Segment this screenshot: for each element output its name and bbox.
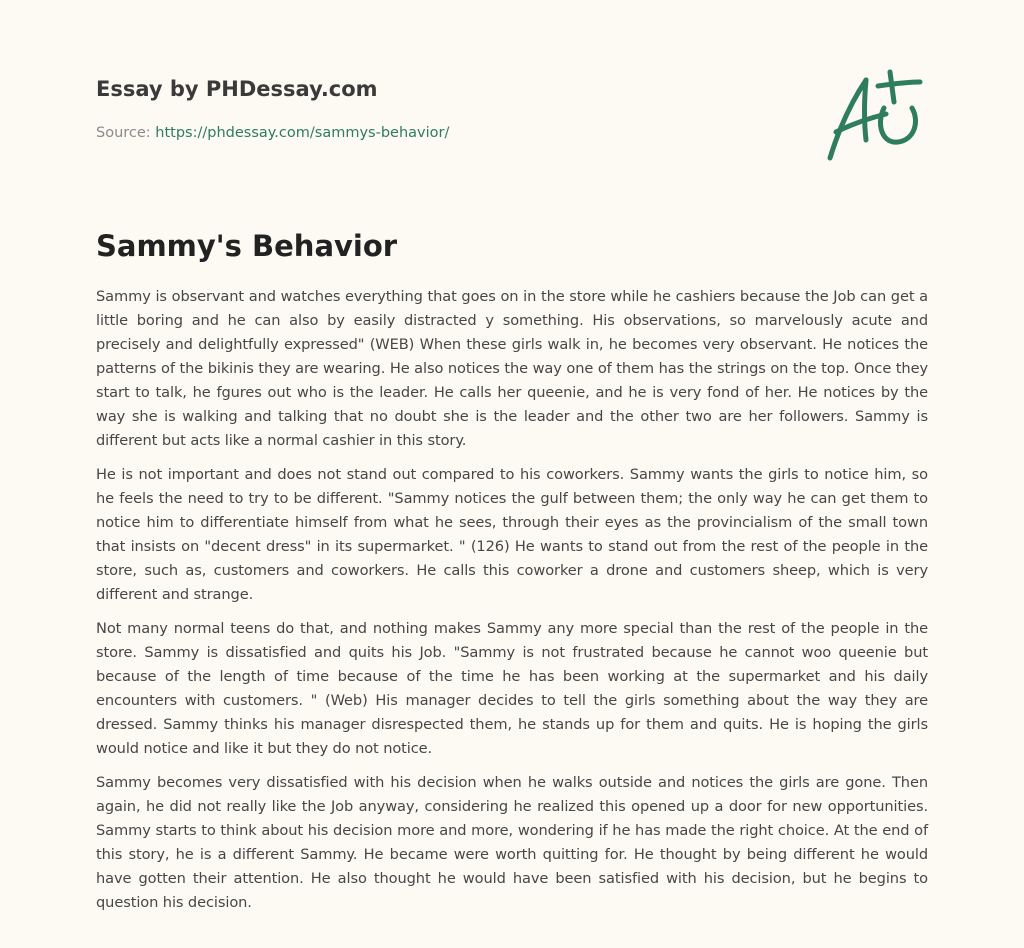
page-header: [96, 74, 796, 143]
source-line: [96, 123, 796, 143]
essay-body: [96, 285, 928, 925]
essay-paragraph: Sammy becomes very dissatisfied with his decision when he walks outside and notices the girls are gone. Then again, he did not really like the Job anyway, considering he realized this opened up a door for new opportunities. Sammy starts to think about his decision more and more, wondering if he has made the right choice. At the end of this story, he is a different Sammy. He became were worth quitting for. He thought by being different he would have gotten their attention. He also thought he would have been satisfied with his decision, but he begins to question his decision.: [96, 774, 928, 911]
source-label: Source:: [96, 125, 156, 141]
a-plus-logo-icon: [822, 68, 928, 164]
essay-title: Sammy's Behavior: [96, 229, 398, 263]
essay-paragraph: Not many normal teens do that, and nothing makes Sammy any more special than the rest of the people in the store. Sammy is dissatisfied and quits his Job. "Sammy is not frustrated because he cannot woo queenie but because of the length of time because of the time he has been working at the supermarket and his daily encounters with customers. " (Web) His manager decides to tell the girls something about the way they are dressed. Sammy thinks his manager disrespected them, he stands up for them and quits. He is hoping the girls would notice and like it but they do not notice.: [96, 620, 928, 757]
source-link[interactable]: https://phdessay.com/sammys-behavior/: [155, 125, 450, 141]
essay-paragraph: He is not important and does not stand out compared to his coworkers. Sammy wants the girls to notice him, so he feels the need to try to be different. "Sammy notices the gulf between them; the only way he can get them to notice him to differentiate himself from what he sees, through their eyes as the provincialism of the small town that insists on "decent dress" in its supermarket. " (126) He wants to stand out from the rest of the people in the store, such as, customers and coworkers. He calls this coworker a drone and customers sheep, which is very different and strange.: [96, 466, 928, 603]
site-brand: Essay by PHDessay.com: [96, 77, 378, 101]
essay-paragraph: Sammy is observant and watches everything that goes on in the store while he cashiers because the Job can get a little boring and he can also by easily distracted y something. His observations, so marvelously acute and precisely and delightfully expressed" (WEB) When these girls walk in, he becomes very observant. He notices the patterns of the bikinis they are wearing. He also notices the way one of them has the strings on the top. Once they start to talk, he fgures out who is the leader. He calls her queenie, and he is very fond of her. He notices by the way she is walking and talking that no doubt she is the leader and the other two are her followers. Sammy is different but acts like a normal cashier in this story.: [96, 288, 928, 449]
